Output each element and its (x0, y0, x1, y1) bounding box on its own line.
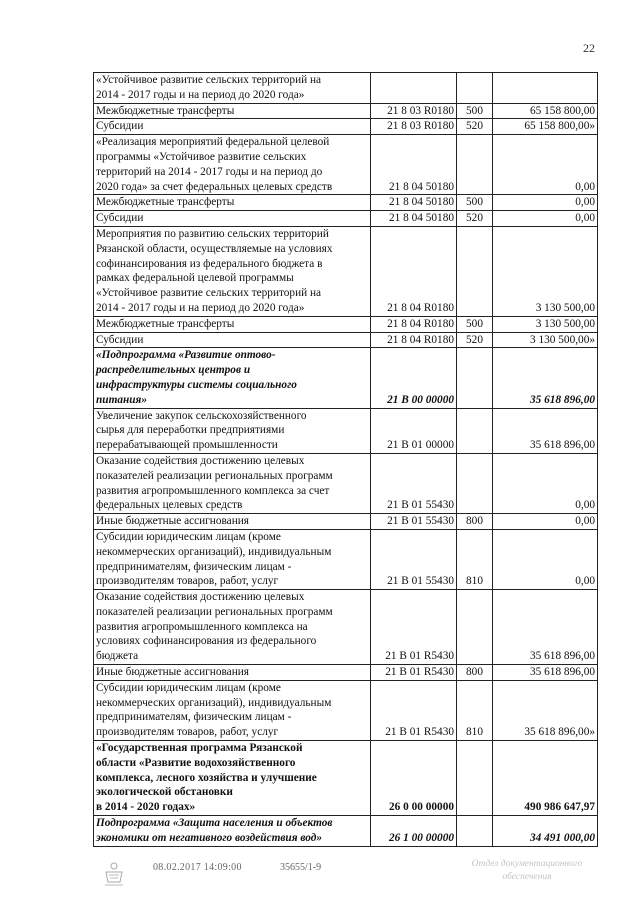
row-expense-type (457, 73, 493, 104)
row-name: Подпрограмма «Защита населения и объектов экономики от негативного воздействия вод» (96, 817, 333, 844)
row-code: 21 8 03 R0180 (371, 103, 457, 119)
row-sum: 3 130 500,00 (493, 316, 598, 332)
row-sum: 0,00 (493, 529, 598, 589)
table-row (94, 816, 598, 847)
stamp-icon (103, 860, 125, 888)
row-expense-type: 810 (457, 680, 493, 740)
row-name: Иные бюджетные ассигнования (96, 515, 249, 528)
row-code: 21 8 04 50180 (371, 211, 457, 227)
row-expense-type: 800 (457, 514, 493, 530)
table-row (94, 408, 598, 453)
row-name-cell (94, 195, 371, 211)
row-sum: 35 618 896,00 (493, 408, 598, 453)
row-name-cell (94, 226, 371, 316)
row-name-cell (94, 103, 371, 119)
row-name-cell (94, 316, 371, 332)
table-row (94, 73, 598, 104)
budget-table (93, 72, 598, 847)
row-name-cell (94, 73, 371, 104)
row-expense-type (457, 408, 493, 453)
table-row (94, 453, 598, 513)
table-row (94, 195, 598, 211)
row-name-cell (94, 332, 371, 348)
row-code: 21 8 03 R0180 (371, 119, 457, 135)
row-code: 21 В 01 R5430 (371, 590, 457, 665)
row-code: 21 8 04 50180 (371, 195, 457, 211)
row-sum: 3 130 500,00 (493, 226, 598, 316)
row-name: Мероприятия по развитию сельских территорий Рязанской области, осуществляемые на условиях софинансирования из федерального бюджета в рамках федеральной целевой программы «Устойчивое развитие сельских территорий на 2014 - 2017 годы и на период до 2020 года» (96, 227, 333, 314)
row-code: 21 8 04 R0180 (371, 316, 457, 332)
row-sum: 0,00 (493, 453, 598, 513)
row-name-cell (94, 529, 371, 589)
row-expense-type: 520 (457, 119, 493, 135)
row-sum: 65 158 800,00» (493, 119, 598, 135)
page-footer (0, 858, 640, 898)
row-sum: 0,00 (493, 514, 598, 530)
row-name-cell (94, 816, 371, 847)
row-expense-type (457, 348, 493, 408)
table-row (94, 211, 598, 227)
row-sum: 65 158 800,00 (493, 103, 598, 119)
row-expense-type (457, 135, 493, 195)
row-sum (493, 73, 598, 104)
table-row (94, 529, 598, 589)
row-expense-type (457, 226, 493, 316)
row-name: Оказание содействия достижению целевых показателей реализации региональных программ развития агропромышленного комплекса за счет федеральных целевых средств (96, 454, 333, 512)
row-name: Межбюджетные трансферты (96, 317, 235, 330)
row-expense-type (457, 590, 493, 665)
row-sum: 34 491 000,00 (493, 816, 598, 847)
row-name: «Реализация мероприятий федеральной целевой программы «Устойчивое развитие сельских территорий на 2014 - 2017 годы и на период до 2020 года» за счет федеральных целевых средств (96, 136, 333, 193)
row-name-cell (94, 119, 371, 135)
row-sum: 3 130 500,00» (493, 332, 598, 348)
row-code: 21 В 01 55430 (371, 453, 457, 513)
row-name-cell (94, 590, 371, 665)
table-row (94, 119, 598, 135)
row-code: 26 1 00 00000 (371, 816, 457, 847)
table-row (94, 514, 598, 530)
row-sum: 35 618 896,00 (493, 665, 598, 681)
row-name: Субсидии (96, 212, 144, 225)
row-expense-type: 500 (457, 103, 493, 119)
table-row (94, 226, 598, 316)
table-row (94, 103, 598, 119)
row-name-cell (94, 741, 371, 816)
row-code: 21 В 01 55430 (371, 529, 457, 589)
footer-watermark: Отдел документационного обеспечения (471, 859, 583, 882)
footer-doc-number: 35655/1-9 (280, 862, 322, 873)
row-expense-type: 810 (457, 529, 493, 589)
row-expense-type (457, 741, 493, 816)
row-name: Увеличение закупок сельскохозяйственного сырья для переработки предприятиями перерабатывающей промышленности (96, 409, 307, 452)
footer-timestamp: 08.02.2017 14:09:00 (153, 862, 242, 873)
row-sum: 490 986 647,97 (493, 741, 598, 816)
row-expense-type: 520 (457, 332, 493, 348)
row-sum: 0,00 (493, 195, 598, 211)
row-name-cell (94, 348, 371, 408)
row-sum: 35 618 896,00 (493, 590, 598, 665)
row-name-cell (94, 680, 371, 740)
row-name-cell (94, 211, 371, 227)
row-sum: 0,00 (493, 211, 598, 227)
table-row (94, 332, 598, 348)
row-name: «Подпрограмма «Развитие оптово- распределительных центров и инфраструктуры системы социального питания» (96, 349, 297, 406)
row-name: Иные бюджетные ассигнования (96, 666, 249, 679)
row-expense-type: 800 (457, 665, 493, 681)
row-name: Субсидии (96, 333, 144, 346)
row-expense-type: 500 (457, 195, 493, 211)
row-code: 21 8 04 R0180 (371, 226, 457, 316)
row-code: 21 8 04 R0180 (371, 332, 457, 348)
row-name-cell (94, 665, 371, 681)
row-code: 21 В 01 R5430 (371, 680, 457, 740)
table-row (94, 590, 598, 665)
row-name: Оказание содействия достижению целевых показателей реализации региональных программ развития агропромышленного комплекса на условиях софинансирования из федерального бюджета (96, 591, 333, 663)
table-row (94, 348, 598, 408)
row-name: Межбюджетные трансферты (96, 196, 235, 209)
row-name-cell (94, 135, 371, 195)
row-sum: 0,00 (493, 135, 598, 195)
table-row (94, 680, 598, 740)
row-name-cell (94, 408, 371, 453)
table-row (94, 741, 598, 816)
row-expense-type (457, 453, 493, 513)
row-name: «Устойчивое развитие сельских территорий на 2014 - 2017 годы и на период до 2020 года» (96, 74, 322, 101)
row-sum: 35 618 896,00 (493, 348, 598, 408)
row-name: Субсидии юридическим лицам (кроме некоммерческих организаций), индивидуальным предпринимателям, физическим лицам - производителям товаров, работ, услуг (96, 681, 332, 739)
row-expense-type: 500 (457, 316, 493, 332)
row-code: 21 В 01 55430 (371, 514, 457, 530)
row-code (371, 73, 457, 104)
row-expense-type: 520 (457, 211, 493, 227)
page-number: 22 (583, 41, 595, 55)
table-row (94, 135, 598, 195)
row-code: 21 В 01 R5430 (371, 665, 457, 681)
row-name: Межбюджетные трансферты (96, 104, 235, 117)
row-name: Субсидии юридическим лицам (кроме некоммерческих организаций), индивидуальным предпринимателям, физическим лицам - производителям товаров, работ, услуг (96, 530, 332, 588)
row-name-cell (94, 514, 371, 530)
table-row (94, 665, 598, 681)
row-code: 26 0 00 00000 (371, 741, 457, 816)
table-row (94, 316, 598, 332)
row-code: 21 В 00 00000 (371, 348, 457, 408)
row-name: «Государственная программа Рязанской области «Развитие водохозяйственного комплекса, лесного хозяйства и улучшение экологической обстановки в 2014 - 2020 годах» (96, 742, 317, 814)
row-name-cell (94, 453, 371, 513)
row-expense-type (457, 816, 493, 847)
row-code: 21 В 01 00000 (371, 408, 457, 453)
row-code: 21 8 04 50180 (371, 135, 457, 195)
row-name: Субсидии (96, 120, 144, 133)
row-sum: 35 618 896,00» (493, 680, 598, 740)
budget-table-body (94, 73, 598, 847)
